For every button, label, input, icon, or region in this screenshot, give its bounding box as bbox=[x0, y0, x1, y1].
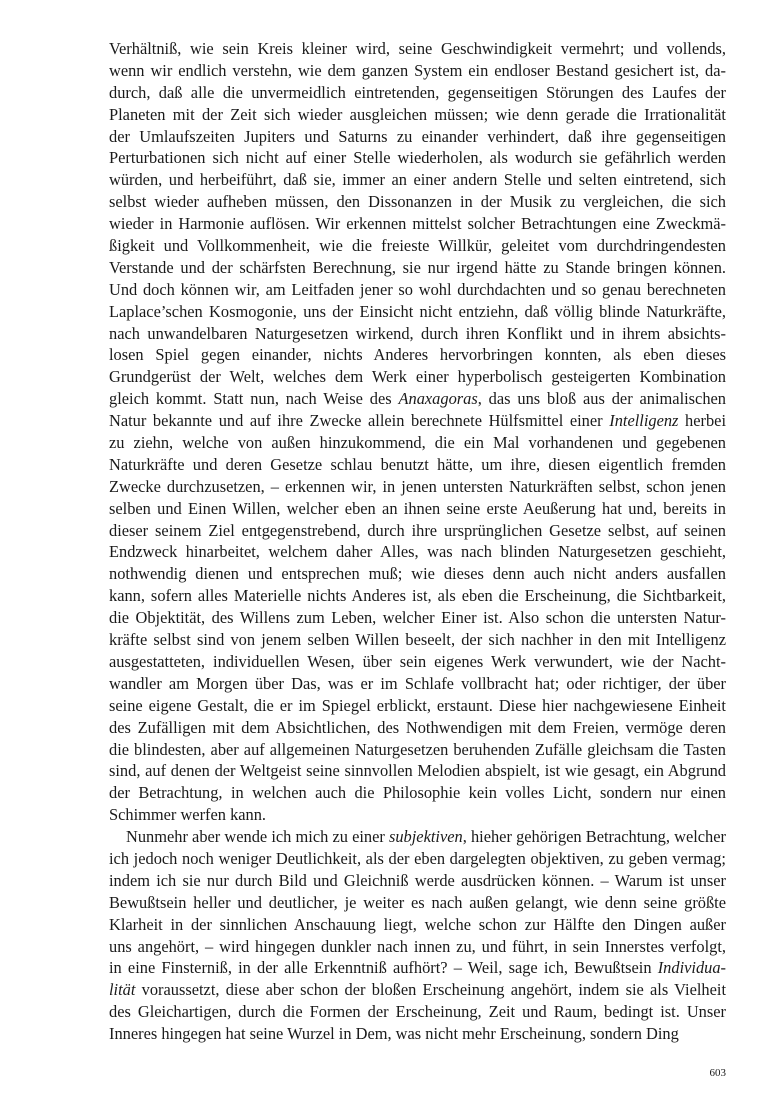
text-segment: in eine Finsterniß, in der alle Erkenntniß aufhört? – Weil, sage ich, Bewußtsein bbox=[109, 958, 658, 978]
text-line bbox=[109, 432, 726, 454]
text-segment: die blindesten, aber auf allgemeinen Naturgesetzen beruhenden Zufälle gleichsam die Tasten bbox=[109, 739, 726, 759]
text-segment: Schimmer werfen kann. bbox=[109, 805, 267, 825]
text-segment: Endzweck hinarbeitet, welchem daher Alles, was nach blinden Naturgesetzen geschieht, bbox=[109, 542, 726, 562]
text-line bbox=[109, 126, 726, 148]
text-segment: durch, daß alle die unvermeidlich eintretenden, gegenseitigen Störungen des Laufes der bbox=[109, 82, 726, 102]
text-line bbox=[109, 936, 726, 958]
text-line bbox=[109, 826, 726, 848]
text-segment: ßigkeit und Vollkommenheit, wie die freieste Willkür, geleitet vom durchdringendesten bbox=[109, 236, 726, 256]
text-line bbox=[109, 323, 726, 345]
text-line bbox=[109, 388, 726, 410]
page-number: 603 bbox=[709, 1067, 726, 1079]
text-segment: Klarheit in der sinnlichen Anschauung liegt, welche schon zur Hälfte den Dingen außer bbox=[109, 914, 726, 934]
italic-term: Anaxagoras bbox=[398, 389, 478, 409]
text-segment: der Umlaufszeiten Jupiters und Saturns zu einander verhindert, daß ihre gegenseitigen bbox=[109, 126, 726, 146]
text-line bbox=[109, 760, 726, 782]
text-line bbox=[109, 673, 726, 695]
text-line bbox=[109, 191, 726, 213]
text-line bbox=[109, 585, 726, 607]
italic-term: lität bbox=[109, 980, 136, 1000]
text-line bbox=[109, 804, 726, 826]
text-segment: wenn wir endlich verstehn, wie dem ganzen System ein endloser Bestand gesichert ist, da- bbox=[109, 60, 726, 80]
text-line bbox=[109, 782, 726, 804]
text-line bbox=[109, 1001, 726, 1023]
text-segment: losen Spiel gegen einander, nichts Anderes hervorbringen konnten, als eben dieses bbox=[109, 345, 726, 365]
text-segment: Grundgerüst der Welt, welches dem Werk einer hyperbolisch gesteigerten Kombination bbox=[109, 367, 726, 387]
text-line bbox=[109, 717, 726, 739]
text-segment: Verhältniß, wie sein Kreis kleiner wird, seine Geschwindigkeit vermehrt; und vollends, bbox=[109, 39, 726, 58]
text-segment: dieser seinem Ziel entgegenstrebend, durch ihre ursprünglichen Gesetze selbst, auf seinen bbox=[109, 520, 726, 540]
text-line bbox=[109, 235, 726, 257]
text-line bbox=[109, 38, 726, 60]
text-segment: Perturbationen sich nicht auf einer Stelle wiederholen, als wodurch sie gefährlich werden bbox=[109, 148, 726, 168]
text-line bbox=[109, 104, 726, 126]
text-line bbox=[109, 213, 726, 235]
text-line bbox=[109, 1023, 726, 1045]
text-line bbox=[109, 169, 726, 191]
text-segment: nach unwandelbaren Naturgesetzen wirkend, durch ihren Konflikt und in ihrem absichts- bbox=[109, 323, 726, 343]
italic-term: Intelligenz bbox=[609, 411, 679, 431]
text-segment: selben und Einen Willen, welcher eben an ihnen seine erste Aeußerung hat und, bereits in bbox=[109, 498, 726, 518]
italic-term: subjektiven bbox=[388, 827, 463, 847]
text-segment: nothwendig dienen und entsprechen muß; wie dieses denn auch nicht anders ausfallen bbox=[109, 564, 726, 584]
text-line bbox=[109, 563, 726, 585]
text-segment: kann, sofern alles Materielle nichts Anderes ist, als eben die Erscheinung, die Sichtbarkeit, bbox=[109, 586, 726, 606]
page-body bbox=[109, 38, 726, 1045]
text-segment: des Zufälligen mit dem Absichtlichen, des Nothwendigen mit dem Freien, vermöge deren bbox=[109, 717, 726, 737]
text-line bbox=[109, 695, 726, 717]
text-segment: Laplace’schen Kosmogonie, uns der Einsicht nicht entziehn, daß völlig blinde Naturkräfte, bbox=[109, 301, 726, 321]
text-segment: die Objektität, des Willens zum Leben, welcher Einer ist. Also schon die untersten Natur- bbox=[109, 608, 726, 628]
text-segment: Verstande und der schärfsten Berechnung, sie nur irgend hätte zu Stande bringen können. bbox=[109, 257, 726, 277]
text-segment: Und doch können wir, am Leitfaden jener so wohl durchdachten und so genau berechneten bbox=[109, 279, 726, 299]
text-segment: der Betrachtung, in welchen auch die Philosophie kein volles Licht, sondern nur einen bbox=[109, 783, 726, 803]
text-segment: uns angehört, – wird hingegen dunkler nach innen zu, und führt, in sein Innerstes verfolgt, bbox=[109, 936, 726, 956]
text-line bbox=[109, 979, 726, 1001]
text-segment: , hieher gehörigen Betrachtung, welcher bbox=[462, 827, 726, 847]
text-segment: würden, und herbeiführt, daß sie, immer an einer andern Stelle und selten eintretend, sich bbox=[109, 170, 726, 190]
text-line bbox=[109, 60, 726, 82]
text-segment: Bewußtsein heller und deutlicher, je weiter es nach außen gelangt, wie denn seine größte bbox=[109, 892, 726, 912]
text-segment: Nunmehr aber wende ich mich zu einer bbox=[126, 827, 389, 847]
text-segment: indem ich sie nur durch Bild und Gleichniß werde ausdrücken können. – Warum ist unser bbox=[109, 870, 726, 890]
text-segment: seine eigene Gestalt, die er im Spiegel erblickt, erstaunt. Diese hier nachgewiesene Einheit bbox=[109, 695, 726, 715]
text-segment: Naturkräfte und deren Gesetze schlau benutzt hätte, um ihre, diesen eigentlich fremden bbox=[109, 454, 726, 474]
text-segment: Natur bekannte und auf ihre Zwecke allein berechnete Hülfsmittel einer bbox=[109, 411, 610, 431]
text-line bbox=[109, 957, 726, 979]
italic-term: Individua- bbox=[657, 958, 726, 978]
text-line bbox=[109, 301, 726, 323]
text-line bbox=[109, 498, 726, 520]
text-segment: ich jedoch noch weniger Deutlichkeit, als der eben dargelegten objektiven, zu geben vermag; bbox=[109, 848, 726, 868]
text-segment: selbst wieder aufheben müssen, den Dissonanzen in der Musik zu vergleichen, die sich bbox=[109, 192, 726, 212]
text-segment: sind, auf denen der Weltgeist seine sinnvollen Melodien abspielt, ist wie gesagt, ein Abgrund bbox=[109, 761, 726, 781]
text-segment: wandler am Morgen über Das, was er im Schlafe vollbracht hat; oder richtiger, der über bbox=[109, 673, 726, 693]
text-line bbox=[109, 279, 726, 301]
text-segment: Inneres hingegen hat seine Wurzel in Dem, was nicht mehr Erscheinung, sondern Ding bbox=[109, 1024, 679, 1044]
text-segment: herbei bbox=[678, 411, 726, 431]
text-line bbox=[109, 476, 726, 498]
text-line bbox=[109, 82, 726, 104]
text-segment: wieder in Harmonie auflösen. Wir erkennen mittelst solcher Betrachtungen eine Zweckmä- bbox=[109, 214, 726, 234]
text-line bbox=[109, 629, 726, 651]
text-line bbox=[109, 147, 726, 169]
text-line bbox=[109, 366, 726, 388]
text-line bbox=[109, 520, 726, 542]
text-line bbox=[109, 607, 726, 629]
text-line bbox=[109, 454, 726, 476]
text-line bbox=[109, 848, 726, 870]
text-segment: ausgestatteten, individuellen Wesen, über sein eigenes Werk verwundert, wie der Nacht- bbox=[109, 651, 726, 671]
text-line bbox=[109, 914, 726, 936]
text-segment: , das uns bloß aus der animalischen bbox=[477, 389, 726, 409]
text-line bbox=[109, 870, 726, 892]
text-segment: Zwecke durchzusetzen, – erkennen wir, in jenen untersten Naturkräften selbst, schon jenen bbox=[109, 476, 726, 496]
text-segment: Planeten mit der Zeit sich wieder ausgleichen müssen; wie denn gerade die Irrationalität bbox=[109, 104, 726, 124]
text-line bbox=[109, 257, 726, 279]
text-segment: voraussetzt, diese aber schon der bloßen Erscheinung angehört, indem sie als Vielheit bbox=[135, 980, 726, 1000]
text-segment: kräfte selbst sind von jenem selben Willen beseelt, der sich nachher in den mit Intelligenz bbox=[109, 630, 726, 650]
text-line bbox=[109, 410, 726, 432]
text-line bbox=[109, 739, 726, 761]
text-segment: gleich kommt. Statt nun, nach Weise des bbox=[109, 389, 399, 409]
text-line bbox=[109, 541, 726, 563]
text-segment: zu ziehn, welche von außen hinzukommend, die ein Mal vorhandenen und gegebenen bbox=[109, 433, 726, 453]
text-segment: des Gleichartigen, durch die Formen der Erscheinung, Zeit und Raum, bedingt ist. Unser bbox=[109, 1002, 726, 1022]
text-line bbox=[109, 892, 726, 914]
text-line bbox=[109, 651, 726, 673]
text-line bbox=[109, 344, 726, 366]
